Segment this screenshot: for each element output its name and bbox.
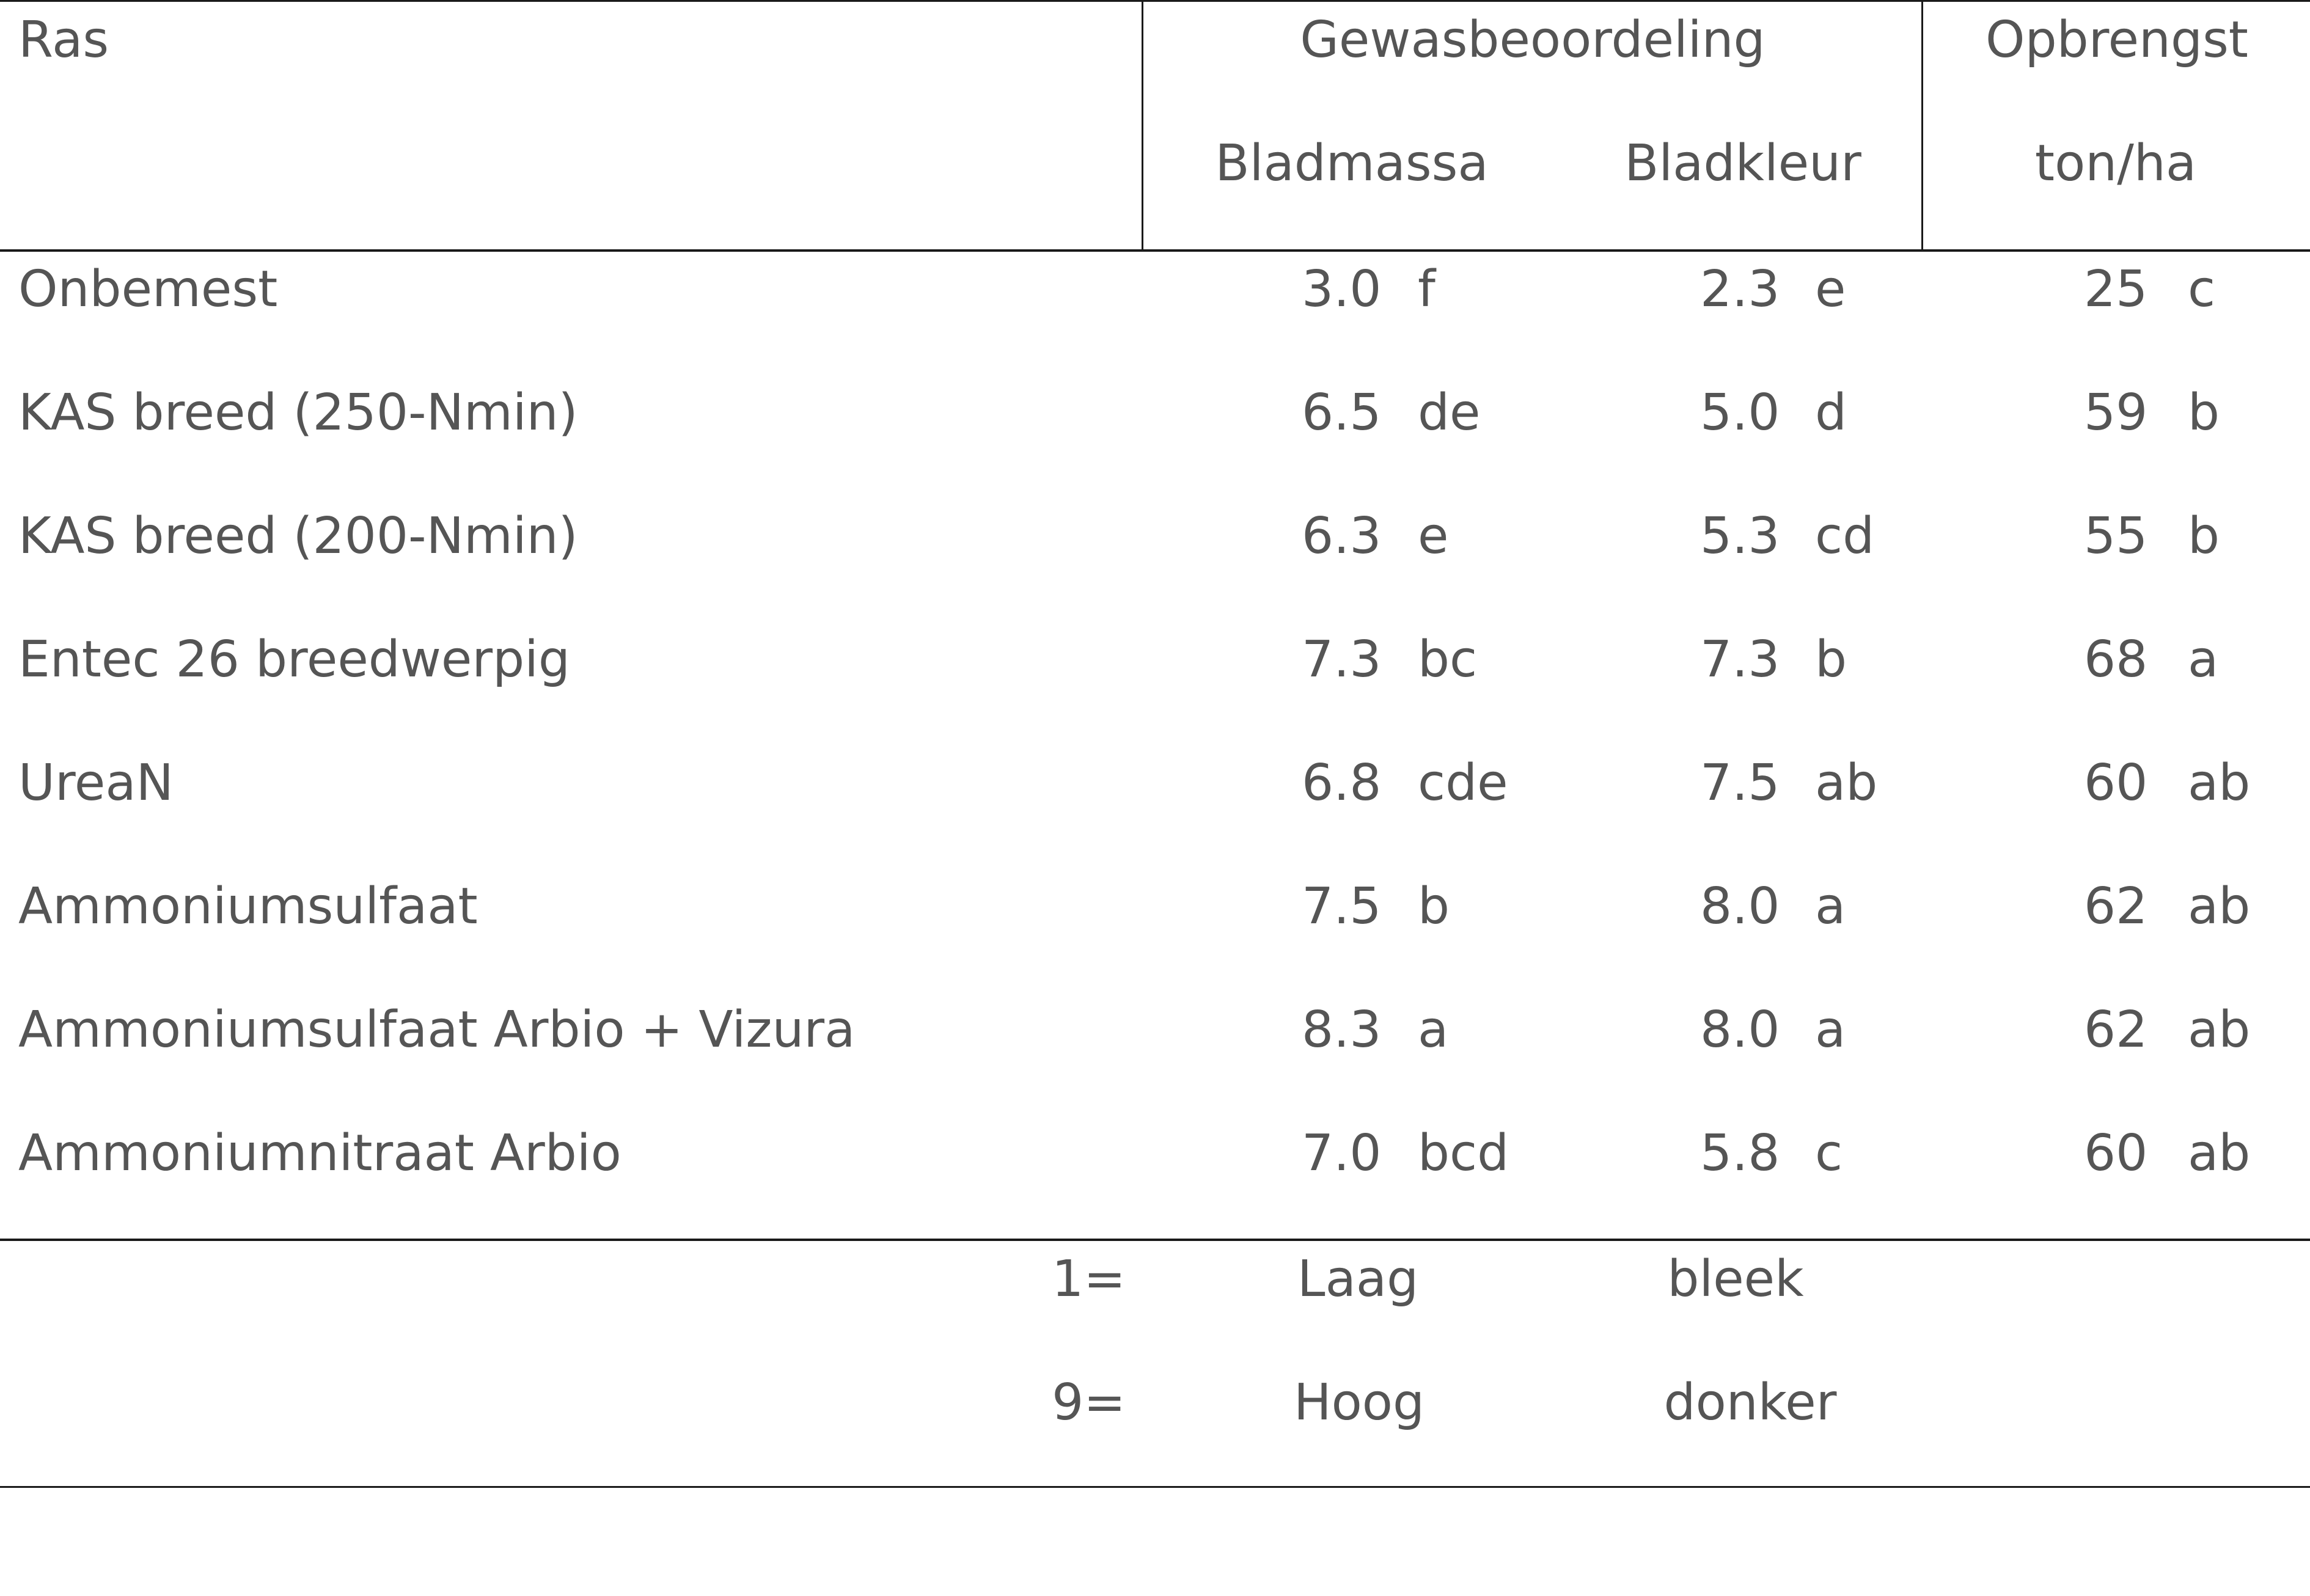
cell-bladmassa: 3.0: [1302, 260, 1382, 318]
cell-bladmassa: 7.0: [1302, 1124, 1382, 1182]
legend-bladmassa: Laag: [1297, 1250, 1419, 1308]
legend-bladmassa: Hoog: [1293, 1374, 1425, 1432]
body-bottom-rule: [0, 1239, 2310, 1241]
cell-ras: UreaN: [18, 754, 174, 812]
cell-bladmassa-sig: a: [1418, 1001, 1449, 1059]
cell-bladkleur: 5.8: [1700, 1124, 1780, 1182]
cell-bladkleur-sig: a: [1815, 877, 1846, 935]
cell-opbrengst-sig: ab: [2188, 1124, 2251, 1182]
cell-bladmassa: 6.3: [1302, 507, 1382, 565]
cell-bladkleur-sig: c: [1815, 1124, 1843, 1182]
cell-ras: Ammoniumsulfaat: [18, 877, 478, 935]
cell-bladkleur-sig: a: [1815, 1001, 1846, 1059]
cell-bladmassa: 6.5: [1302, 384, 1382, 442]
cell-bladkleur: 2.3: [1700, 260, 1780, 318]
cell-opbrengst: 25: [2084, 260, 2148, 318]
cell-bladmassa-sig: f: [1418, 260, 1436, 318]
cell-opbrengst-sig: a: [2188, 631, 2219, 689]
cell-bladmassa-sig: b: [1418, 877, 1450, 935]
header-opbrengst-unit: ton/ha: [2034, 134, 2197, 192]
header-divider-left: [1142, 0, 1143, 251]
cell-opbrengst-sig: ab: [2188, 754, 2251, 812]
cell-bladkleur-sig: d: [1815, 384, 1847, 442]
header-bladkleur: Bladkleur: [1624, 134, 1861, 192]
cell-opbrengst-sig: b: [2188, 384, 2220, 442]
cell-opbrengst-sig: ab: [2188, 1001, 2251, 1059]
legend-key: 1=: [1052, 1250, 1126, 1308]
cell-bladkleur-sig: ab: [1815, 754, 1878, 812]
cell-opbrengst-sig: ab: [2188, 877, 2251, 935]
cell-opbrengst: 62: [2084, 877, 2148, 935]
cell-opbrengst: 62: [2084, 1001, 2148, 1059]
cell-bladmassa-sig: bc: [1418, 631, 1478, 689]
cell-opbrengst: 55: [2084, 507, 2148, 565]
cell-bladkleur-sig: b: [1815, 631, 1847, 689]
cell-opbrengst-sig: c: [2188, 260, 2216, 318]
cell-bladmassa: 7.3: [1302, 631, 1382, 689]
cell-bladkleur: 8.0: [1700, 877, 1780, 935]
legend-bladkleur: donker: [1663, 1374, 1837, 1432]
cell-opbrengst-sig: b: [2188, 507, 2220, 565]
header-bladmassa: Bladmassa: [1215, 134, 1489, 192]
cell-bladmassa-sig: cde: [1418, 754, 1508, 812]
header-divider-right: [1921, 0, 1923, 251]
cell-bladmassa: 6.8: [1302, 754, 1382, 812]
cell-bladkleur: 5.3: [1700, 507, 1780, 565]
cell-bladmassa-sig: bcd: [1418, 1124, 1509, 1182]
cell-bladkleur-sig: cd: [1815, 507, 1875, 565]
cell-ras: Entec 26 breedwerpig: [18, 631, 570, 689]
cell-opbrengst: 68: [2084, 631, 2148, 689]
cell-bladmassa-sig: e: [1418, 507, 1449, 565]
cell-opbrengst: 60: [2084, 754, 2148, 812]
cell-bladmassa-sig: de: [1418, 384, 1481, 442]
cell-opbrengst: 60: [2084, 1124, 2148, 1182]
cell-bladkleur: 5.0: [1700, 384, 1780, 442]
cell-bladmassa: 7.5: [1302, 877, 1382, 935]
cell-bladkleur-sig: e: [1815, 260, 1846, 318]
legend-key: 9=: [1052, 1374, 1126, 1432]
table-top-rule: [0, 0, 2310, 2]
cell-bladmassa: 8.3: [1302, 1001, 1382, 1059]
cell-ras: Ammoniumsulfaat Arbio + Vizura: [18, 1001, 856, 1059]
header-ras: Ras: [18, 11, 109, 69]
cell-bladkleur: 8.0: [1700, 1001, 1780, 1059]
cell-ras: KAS breed (250-Nmin): [18, 384, 578, 442]
cell-ras: Ammoniumnitraat Arbio: [18, 1124, 622, 1182]
cell-opbrengst: 59: [2084, 384, 2148, 442]
legend-bladkleur: bleek: [1667, 1250, 1804, 1308]
cell-bladkleur: 7.3: [1700, 631, 1780, 689]
legend-bottom-rule: [0, 1486, 2310, 1488]
header-bottom-rule: [0, 249, 2310, 252]
cell-ras: Onbemest: [18, 260, 278, 318]
cell-ras: KAS breed (200-Nmin): [18, 507, 578, 565]
cell-bladkleur: 7.5: [1700, 754, 1780, 812]
header-gewasbeoordeling: Gewasbeoordeling: [1300, 11, 1766, 69]
header-opbrengst: Opbrengst: [1986, 11, 2248, 69]
